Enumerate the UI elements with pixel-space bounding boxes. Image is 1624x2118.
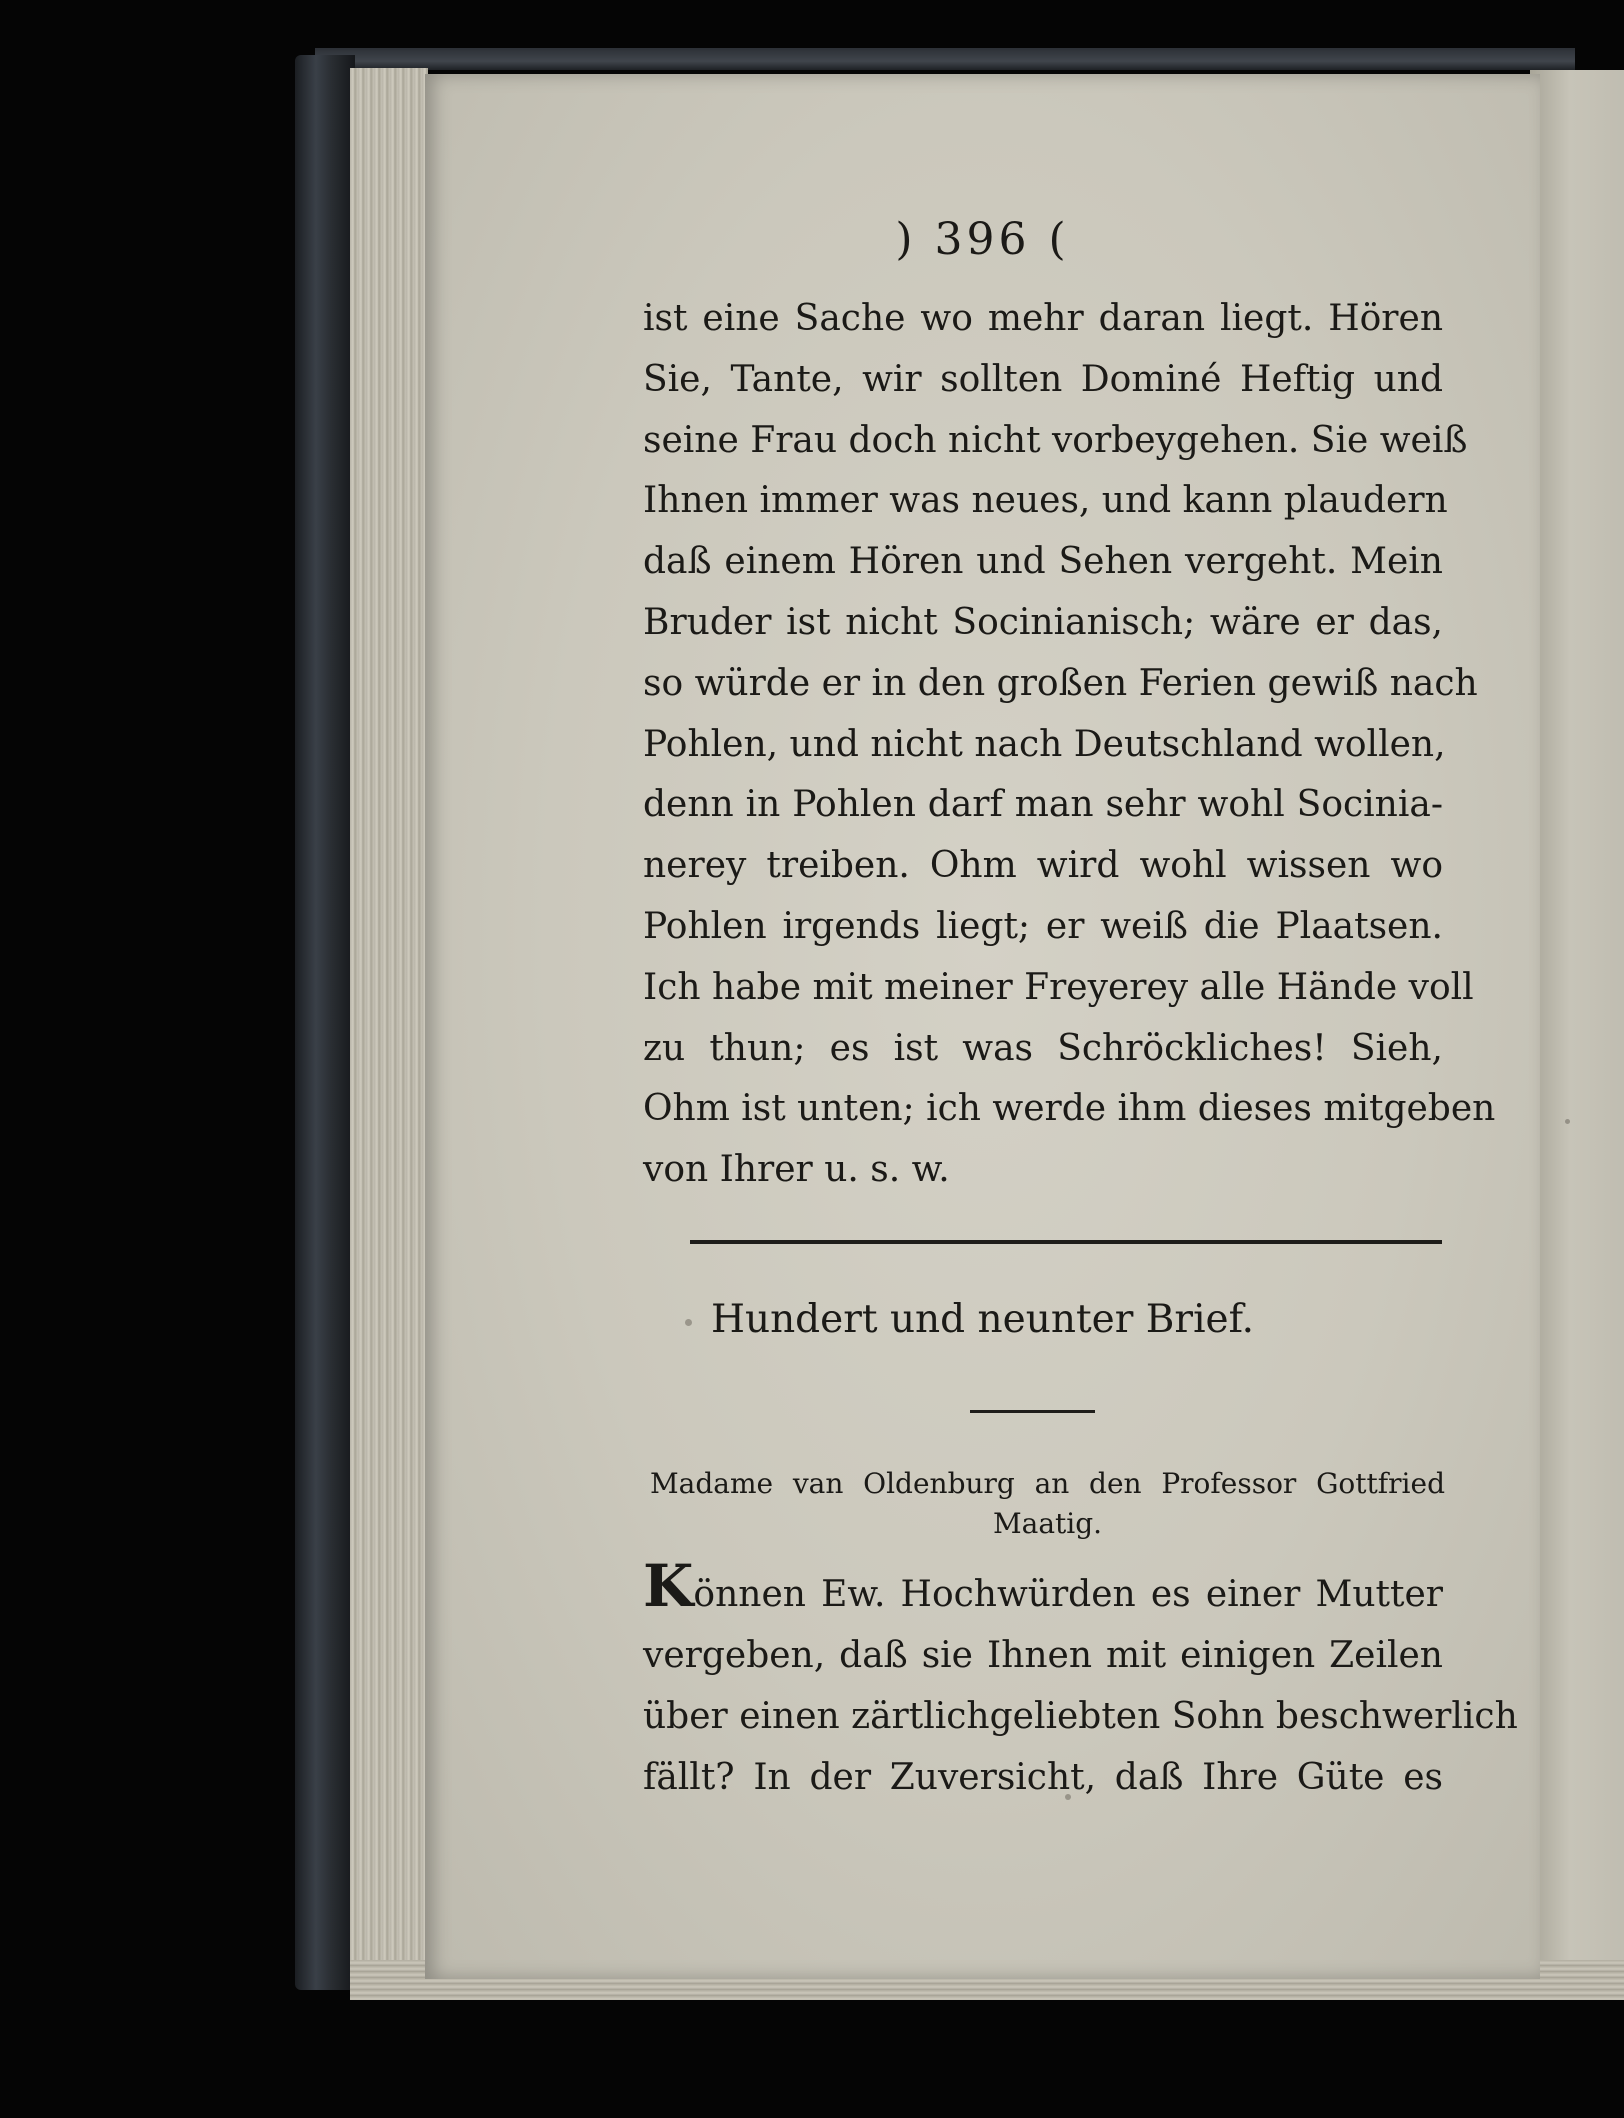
title-underline-rule bbox=[970, 1410, 1095, 1413]
text-line: Ohm ist unten; ich werde ihm dieses mitgeben bbox=[643, 1088, 1496, 1130]
page-number: ) 396 ( bbox=[895, 214, 1070, 265]
book-cover-top-edge bbox=[315, 48, 1575, 70]
page-stack-edge bbox=[350, 68, 428, 1973]
text-line: nerey treiben. Ohm wird wohl wissen wo bbox=[643, 845, 1443, 887]
text-line: Ich habe mit meiner Freyerey alle Hände voll bbox=[643, 966, 1474, 1008]
paper-speck bbox=[1065, 1794, 1071, 1800]
paper-speck bbox=[685, 1319, 692, 1326]
text-line: Bruder ist nicht Socinianisch; wäre er das, bbox=[643, 601, 1443, 643]
letter-body bbox=[643, 1552, 1518, 1808]
section-divider-rule bbox=[690, 1240, 1442, 1244]
text-line: ist eine Sache wo mehr daran liegt. Hören bbox=[643, 298, 1443, 339]
letter-title: Hundert und neunter Brief. bbox=[710, 1297, 1255, 1342]
text-line: von Ihrer u. s. w. bbox=[643, 1149, 950, 1191]
text-line: zu thun; es ist was Schröckliches! Sieh, bbox=[643, 1027, 1443, 1069]
address-line: Maatig. bbox=[992, 1507, 1103, 1540]
text-line: Ihnen immer was neues, und kann plaudern bbox=[643, 480, 1448, 522]
text-line: vergeben, daß sie Ihnen mit einigen Zeilen bbox=[643, 1635, 1443, 1676]
text-line: Pohlen irgends liegt; er weiß die Plaatsen. bbox=[643, 905, 1443, 947]
text-line: Pohlen, und nicht nach Deutschland wollen, bbox=[643, 723, 1446, 765]
text-line: denn in Pohlen darf man sehr wohl Sociniа- bbox=[643, 784, 1443, 826]
book-cover-spine bbox=[295, 55, 355, 1990]
facing-page-edge bbox=[1530, 70, 1624, 1990]
letter-address bbox=[650, 1464, 1445, 1544]
text-line: so würde er in den großen Ferien gewiß nach bbox=[643, 662, 1478, 704]
text-line: Sie, Tante, wir sollten Dominé Heftig und bbox=[643, 358, 1443, 400]
text-line: fällt? In der Zuversicht, daß Ihre Güte es bbox=[643, 1757, 1443, 1798]
text-line: über einen zärtlichgeliebten Sohn beschwerlich bbox=[643, 1696, 1518, 1737]
address-line: Madame van Oldenburg an den Professor Gottfried bbox=[650, 1467, 1445, 1500]
text-line: seine Frau doch nicht vorbeygehen. Sie weiß bbox=[643, 419, 1468, 461]
text-line-rest: önnen Ew. Hochwürden es einer Mutter bbox=[693, 1574, 1443, 1615]
drop-initial: K bbox=[643, 1552, 694, 1620]
paper-speck bbox=[1565, 1119, 1570, 1124]
text-line bbox=[643, 1552, 1443, 1625]
text-line: daß einem Hören und Sehen vergeht. Mein bbox=[643, 541, 1443, 583]
book-page bbox=[425, 74, 1540, 1979]
continuation-text bbox=[643, 289, 1496, 1201]
